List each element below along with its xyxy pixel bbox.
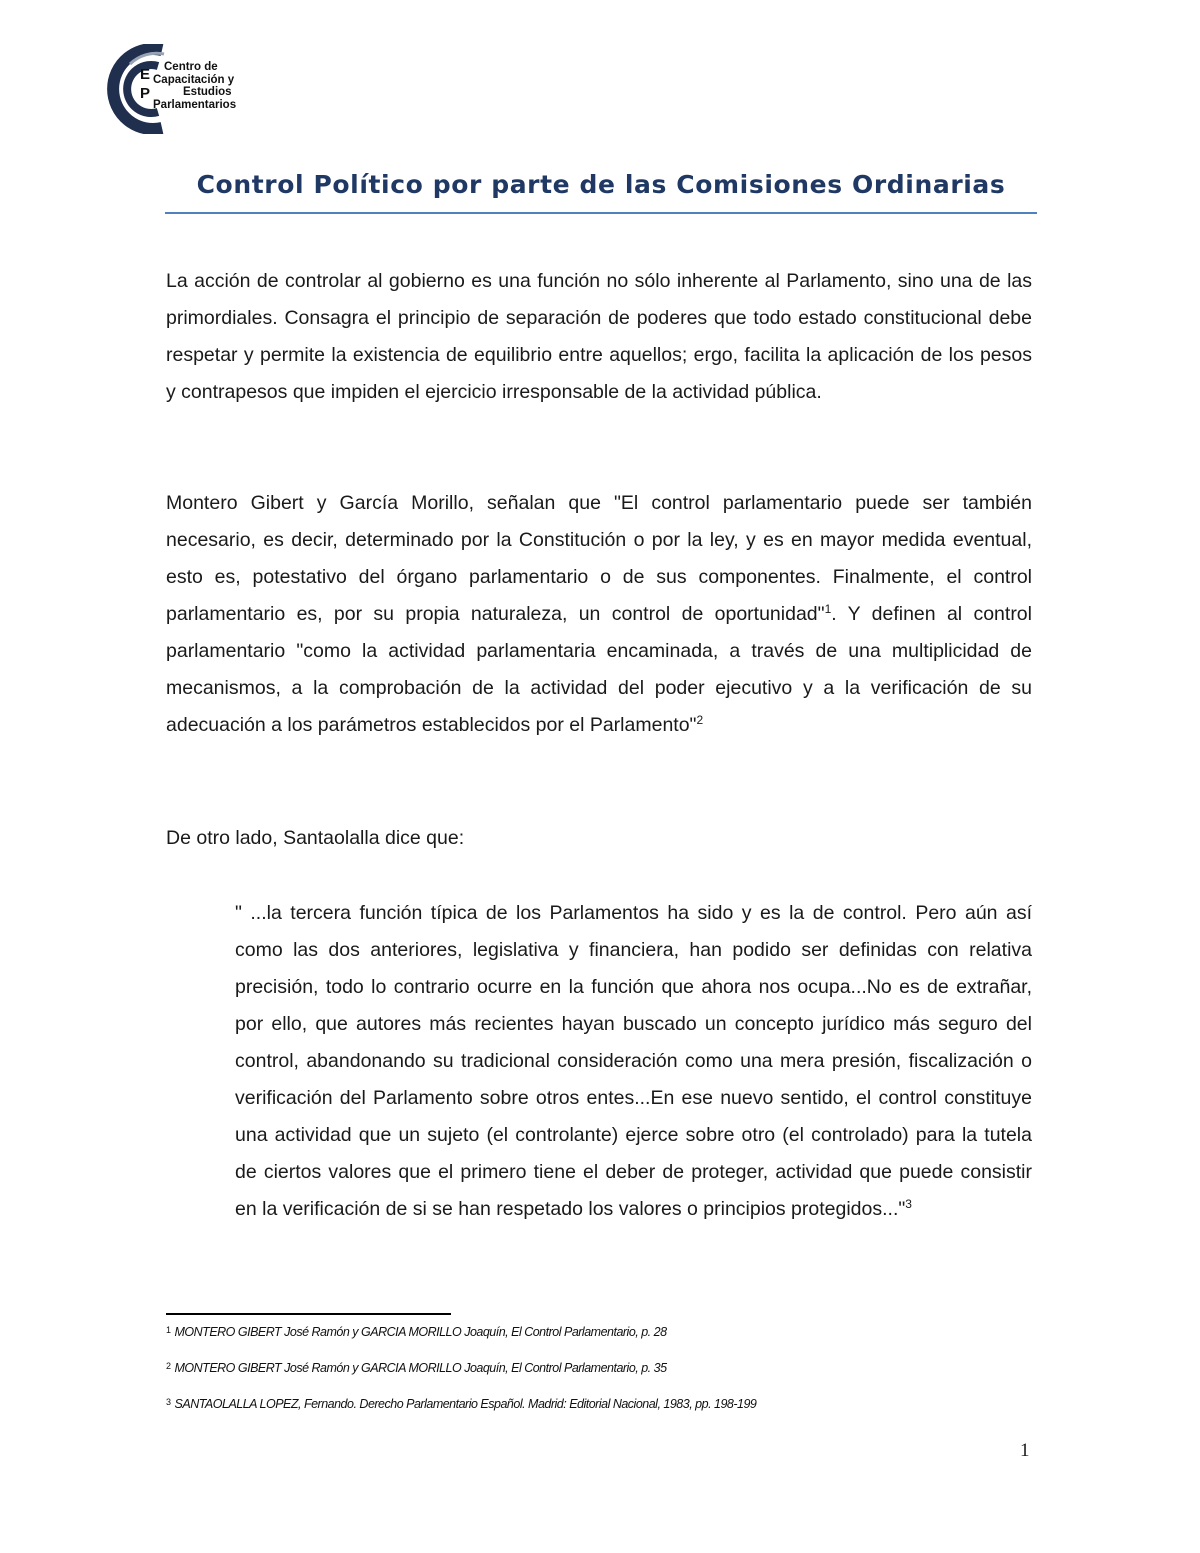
footnote-2 bbox=[166, 1361, 667, 1375]
footnote-ref-3[interactable]: 3 bbox=[905, 1197, 912, 1211]
paragraph-2-part2: . Y definen al control parlamentario "como la actividad parlamentaria encaminada, a través de una multiplicidad de mecanismos, a la comprobación de la actividad del poder ejecutivo y a la verificación de su adecuación a los parámetros establecidos por el Parlamento" bbox=[166, 603, 1032, 736]
logo-line: Centro de bbox=[164, 61, 218, 73]
logo-letter-e: E bbox=[140, 66, 151, 83]
paragraph-1: La acción de controlar al gobierno es una función no sólo inherente al Parlamento, sino una de las primordiales. Consagra el principio de separación de poderes que todo estado constitucional debe respetar y permite la existencia de equilibrio entre aquellos; ergo, facilita la aplicación de los pesos y contrapesos que impiden el ejercicio irresponsable de la actividad pública. bbox=[166, 270, 1032, 403]
footnote-ref-1[interactable]: 1 bbox=[824, 602, 832, 616]
paragraph-2-part1: Montero Gibert y García Morillo, señalan que "El control parlamentario puede ser también necesario, es decir, determinado por la Constitución o por la ley, y es en mayor medida eventual, esto es, potestativo del órgano parlamentario o de sus componentes. Finalmente, el control parlamentario es, por su propia naturaleza, un control de oportunidad" bbox=[166, 492, 1032, 625]
logo-line: Parlamentarios bbox=[153, 98, 237, 111]
footnote-separator bbox=[166, 1313, 451, 1315]
logo-line: Estudios bbox=[183, 86, 232, 98]
footnote-text: MONTERO GIBERT José Ramón y GARCIA MORILLO Joaquín, El Control Parlamentario, p. 28 bbox=[174, 1325, 667, 1339]
logo-text bbox=[153, 61, 236, 111]
footnote-text: SANTAOLALLA LOPEZ, Fernando. Derecho Parlamentario Español. Madrid: Editorial Nacional, 1983, pp. 198-199 bbox=[174, 1397, 757, 1411]
footnote-3 bbox=[166, 1397, 756, 1411]
footnote-1 bbox=[166, 1325, 667, 1339]
footnote-number: 1 bbox=[166, 1325, 171, 1335]
document-title: Control Político por parte de las Comisiones Ordinarias bbox=[196, 170, 1006, 199]
block-quote-text: " ...la tercera función típica de los Parlamentos ha sido y es la de control. Pero aún así como las dos anteriores, legislativa y financiera, han podido ser definidas con relativa precisión, todo lo contrario ocurre en la función que ahora nos ocupa...No es de extrañar, por ello, que autores más recientes hayan buscado un concepto jurídico más seguro del control, abandonando su tradicional consideración como una mera presión, fiscalización o verificación del Parlamento sobre otros entes...En ese nuevo sentido, el control constituye una actividad que un sujeto (el controlante) ejerce sobre otro (el controlado) para la tutela de ciertos valores que el primero tiene el deber de proteger, actividad que puede consistir en la verificación de si se han respetado los valores o principios protegidos..." bbox=[235, 902, 1032, 1220]
logo-line: Capacitación y bbox=[153, 73, 235, 86]
footnote-number: 2 bbox=[166, 1361, 171, 1371]
footnote-number: 3 bbox=[166, 1397, 171, 1407]
block-quote bbox=[235, 895, 1032, 1228]
logo-letter-p: P bbox=[140, 85, 151, 102]
footnote-ref-2[interactable]: 2 bbox=[696, 713, 704, 727]
title-underline bbox=[165, 212, 1037, 214]
paragraph-2 bbox=[166, 485, 1032, 744]
footnote-text: MONTERO GIBERT José Ramón y GARCIA MORILLO Joaquín, El Control Parlamentario, p. 35 bbox=[174, 1361, 667, 1375]
paragraph-3: De otro lado, Santaolalla dice que: bbox=[166, 827, 465, 849]
page-number: 1 bbox=[1020, 1440, 1030, 1461]
